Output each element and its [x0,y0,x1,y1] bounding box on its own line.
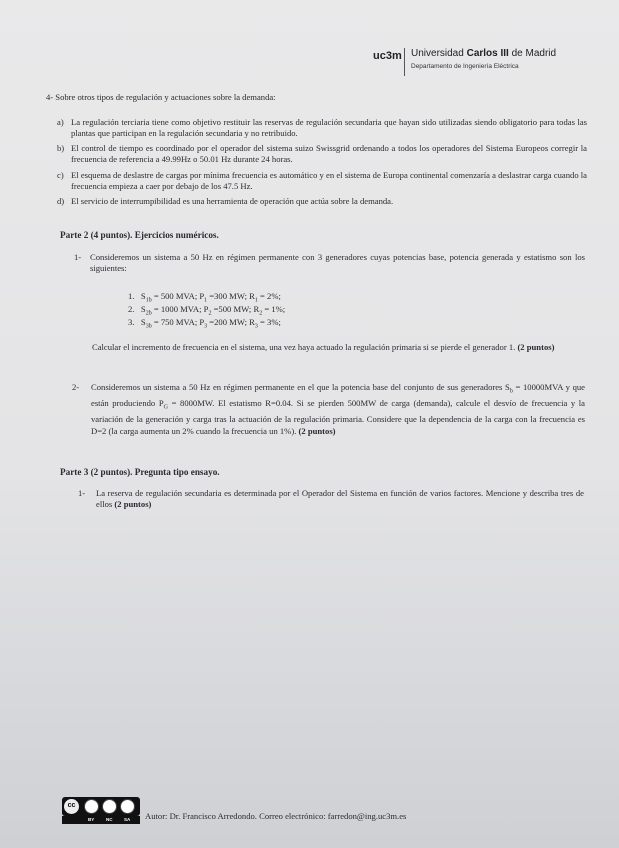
header-divider [404,48,405,76]
uc3m-logo: uc3m [373,50,402,62]
option-d-label: d) [57,196,65,206]
part-2-title: Parte 2 (4 puntos). Ejercicios numéricos. [60,230,219,240]
generator-1: 1. $S_{1b} = 500$ MVA; $P_1 =300$ MW; $R_1 = 2\%$; [128,291,281,304]
option-c-text: El esquema de deslastre de cargas por mínima frecuencia es automático y en el sistema de Europa continental comenzaría a deslastrar carga cuando la frecuencia empieza a caer por debajo de los 47.5 Hz. [71,170,587,192]
sa-icon [120,799,135,814]
cc-icon: cc [63,798,80,815]
cc-by-label: BY [88,817,95,822]
exercise-1-label: 1- [74,252,82,262]
author-footer: Autor: Dr. Francisco Arredondo. Correo electrónico: farredon@ing.uc3m.es [145,811,407,821]
essay-1-label: 1- [78,488,86,498]
department-name: Departamento de Ingeniería Eléctrica [411,63,519,70]
generator-3: 3. $S_{3b} = 750$ MVA; $P_3 =200$ MW; $R_3 = 3\%$; [128,317,281,330]
exercise-1-intro: Consideremos un sistema a 50 Hz en régimen permanente con 3 generadores cuyas potencias base, potencia generada y estatismo son los siguientes: [90,252,585,274]
option-a-text: La regulación terciaria tiene como objetivo restituir las reservas de regulación secundaria que hayan sido utilizadas siendo obligatorio para todas las plantas que participan en la regulación secundaria y no retribuido. [71,117,587,139]
generator-2: 2. $S_{2b} = 1000$ MVA; $P_2 =500$ MW; $R_2 = 1\%$; [128,304,286,317]
part-3-title: Parte 3 (2 puntos). Pregunta tipo ensayo. [60,467,220,477]
by-icon [84,799,99,814]
cc-license-labels [62,816,140,824]
option-d-text: El servicio de interrumpibilidad es una herramienta de operación que actúa sobre la demanda. [71,196,394,206]
option-b-text: El control de tiempo es coordinado por el operador del sistema suizo Swissgrid ordenando a todos los operadores del Sistema Europeos corregir la frecuencia de referencia a 49.99Hz o 50.01 Hz durante 24 horas. [71,143,587,165]
cc-nc-label: NC [106,817,113,822]
university-name: Universidad Carlos III de Madrid [411,48,557,59]
question-4-title: 4- Sobre otros tipos de regulación y actuaciones sobre la demanda: [46,92,276,102]
option-c-label: c) [57,170,64,180]
exercise-2-label: 2- [72,382,80,392]
nc-icon [102,799,117,814]
creative-commons-badge [62,797,140,824]
option-a-label: a) [57,117,64,127]
essay-1-text: La reserva de regulación secundaria es determinada por el Operador del Sistema en función de varios factores. Mencione y describa tres de ellos (2 puntos) [96,488,584,510]
exercise-1-question: Calcular el incremento de frecuencia en el sistema, una vez haya actuado la regulación primaria si se pierde el generador 1. (2 puntos) [92,342,555,352]
cc-icon-row [62,797,140,816]
cc-sa-label: SA [124,817,131,822]
exercise-2-text: Consideremos un sistema a 50 Hz en régimen permanente en el que la potencia base del conjunto de sus generadores $S_b = 10000MVA$ y que están produciendo $P_G = 8000MW$. El estatismo R=0.04. Si se pierden 500MW de carga (demanda), calcule el desvío de frecuencia y la variación de la generación y carga tras la actuación de la regulación primaria. Considere que la dependencia de la carga con la frecuencia es D=2 (la carga aumenta un 2% cuando la frecuencia un 1%). (2 puntos) [91,382,585,436]
option-b-label: b) [57,143,65,153]
